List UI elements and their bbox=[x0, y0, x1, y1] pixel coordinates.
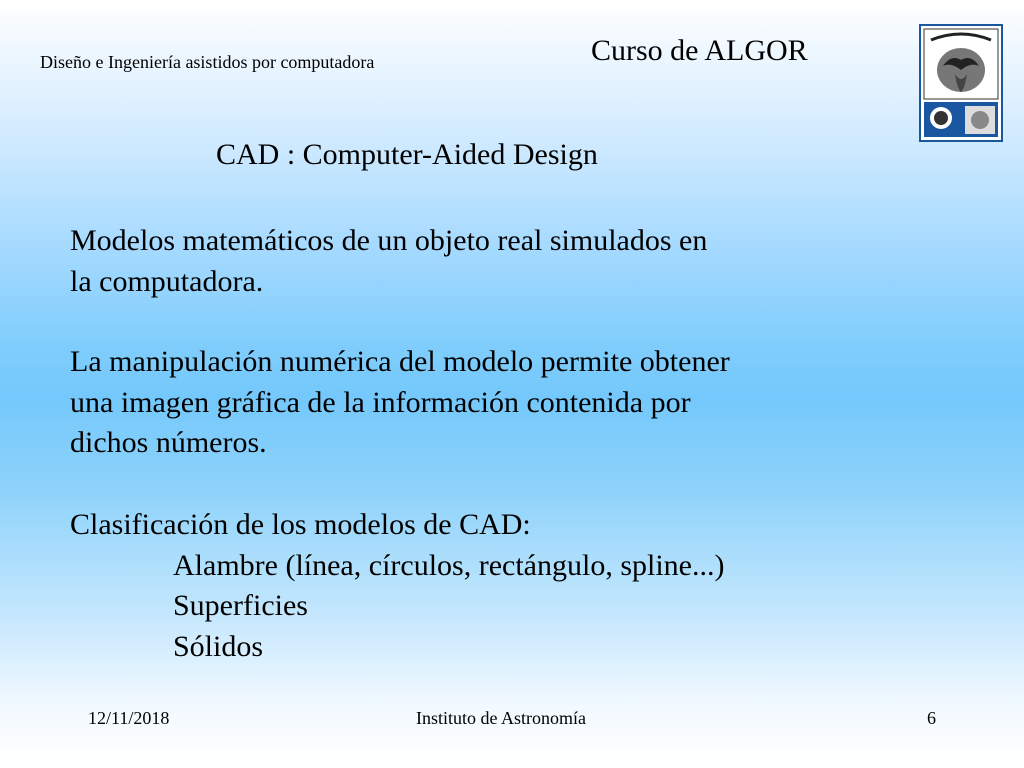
paragraph-line: Modelos matemáticos de un objeto real simulados en bbox=[70, 224, 708, 257]
paragraph-manipulation bbox=[70, 342, 730, 464]
paragraph-line: dichos números. bbox=[70, 426, 267, 459]
paragraph-line: La manipulación numérica del modelo permite obtener bbox=[70, 345, 730, 378]
unam-crest-icon bbox=[921, 26, 1001, 140]
classification-item: Sólidos bbox=[173, 629, 264, 663]
paragraph-models bbox=[70, 221, 707, 302]
unam-logo bbox=[919, 24, 1003, 142]
footer-institution: Instituto de Astronomía bbox=[416, 708, 586, 728]
footer-date: 12/11/2018 bbox=[88, 708, 170, 728]
slide-subtitle: Diseño e Ingeniería asistidos por computadora bbox=[40, 52, 375, 72]
classification-section bbox=[70, 505, 724, 667]
classification-title: Clasificación de los modelos de CAD: bbox=[70, 508, 531, 541]
paragraph-line: una imagen gráfica de la información contenida por bbox=[70, 385, 691, 419]
course-title: Curso de ALGOR bbox=[591, 34, 808, 67]
page-number: 6 bbox=[927, 708, 936, 728]
slide-heading: CAD : Computer-Aided Design bbox=[216, 138, 598, 171]
classification-item: Alambre (línea, círculos, rectángulo, spline...) bbox=[173, 548, 725, 582]
paragraph-line: la computadora. bbox=[70, 264, 264, 298]
classification-item: Superficies bbox=[173, 589, 308, 622]
